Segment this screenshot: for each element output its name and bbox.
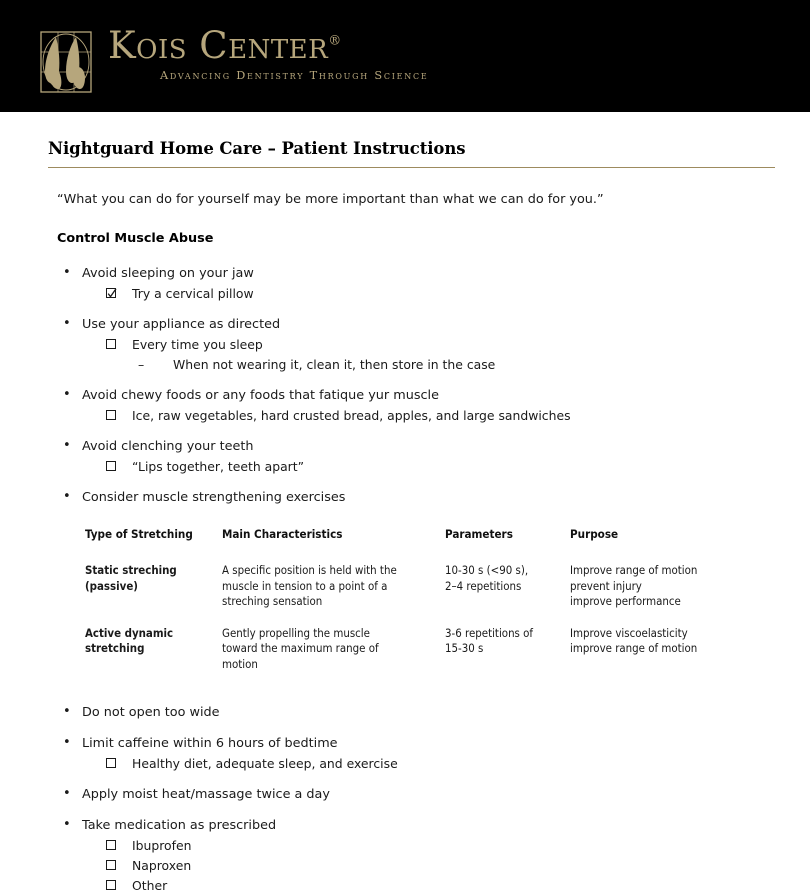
table-cell-parameters [445,626,570,673]
table-header-parameters: Parameters [445,527,513,541]
document-body [0,112,810,895]
table-cell-purpose [570,563,757,610]
table-cell-line: 2–4 repetitions [445,578,522,593]
table-cell-line: (passive) [85,578,138,593]
table-cell-line: Improve viscoelasticity [570,625,688,640]
list-item-label: Avoid clenching your teeth [82,439,254,454]
table-row-spacer [85,610,757,626]
brand-tagline: Advancing Dentistry Through Science [160,69,429,83]
checkbox-unchecked-icon[interactable] [106,840,116,850]
checkbox-list-item[interactable] [106,457,810,476]
table-header-purpose: Purpose [570,527,619,541]
upper-instruction-list [0,264,810,507]
table-cell-parameters [445,563,570,610]
table-cell-line: 3-6 repetitions of [445,625,534,640]
bullet-icon: • [63,735,71,750]
list-item [63,437,810,476]
bullet-icon: • [63,438,71,453]
checkbox-checked-icon[interactable] [106,288,116,298]
table-cell-line: 10-30 s (<90 s), [445,563,529,577]
checkbox-item-label: Naproxen [132,858,192,873]
checkbox-item-label: Every time you sleep [132,337,263,352]
brand-wordmark [108,24,428,67]
list-item [63,703,810,722]
bullet-icon: • [63,489,71,504]
list-item-label: Limit caffeine within 6 hours of bedtime [82,736,338,751]
section-heading-control-muscle-abuse: Control Muscle Abuse [57,231,214,246]
table-cell-line: motion [222,656,258,671]
dash-item-label: When not wearing it, clean it, then store in the case [173,357,496,372]
table-header-characteristics: Main Characteristics [222,527,343,541]
table-cell-line: Active dynamic [85,625,174,640]
table-row-spacer [85,542,757,563]
checkbox-list-item[interactable] [106,335,810,354]
checkbox-item-label: Ibuprofen [132,838,192,853]
table-cell-line: A specific position is held with the [222,563,397,577]
list-item-label: Use your appliance as directed [82,317,281,332]
table-header-row [85,527,757,542]
list-item [63,734,810,773]
checkbox-unchecked-icon[interactable] [106,860,116,870]
table-cell-line: 15-30 s [445,641,484,655]
table-cell-line: prevent injury [570,578,642,593]
table-cell-line: improve performance [570,594,681,608]
list-item-label: Take medication as prescribed [82,818,277,833]
checkbox-unchecked-icon[interactable] [106,410,116,420]
dash-marker-icon: – [138,357,145,372]
bullet-icon: • [63,316,71,331]
checkbox-item-label: “Lips together, teeth apart” [132,459,305,474]
checkbox-unchecked-icon[interactable] [106,339,116,349]
bullet-icon: • [63,817,71,832]
table-cell-type [85,563,222,610]
list-item-label: Avoid sleeping on your jaw [82,266,254,281]
checkbox-list-item[interactable] [106,876,810,895]
list-item [63,816,810,895]
table-cell-type [85,626,222,673]
table-cell-line: Gently propelling the muscle [222,625,370,640]
table-cell-line: Improve range of motion [570,563,698,577]
list-item [63,264,810,303]
table-cell-characteristics [222,626,445,673]
table-cell-line: streching sensation [222,594,323,608]
lower-instruction-list [0,703,810,895]
list-item-label: Apply moist heat/massage twice a day [82,787,330,802]
table-cell-line: muscle in tension to a point of a [222,578,388,593]
list-item-label: Consider muscle strengthening exercises [82,490,346,505]
checkbox-item-label: Other [132,878,168,893]
checkbox-list-item[interactable] [106,754,810,773]
checkbox-item-label: Ice, raw vegetables, hard crusted bread, apples, and large sandwiches [132,408,571,423]
checkbox-list-item[interactable] [106,836,810,855]
table-row [85,563,757,610]
page-title: Nightguard Home Care – Patient Instructions [48,139,466,158]
brand-header-band [0,0,810,112]
list-item [63,785,810,804]
bullet-icon: • [63,387,71,402]
bullet-icon: • [63,265,71,280]
bullet-icon: • [63,786,71,801]
registered-trademark-icon: ® [328,33,342,49]
table-header-type: Type of Stretching [85,527,193,541]
table-body [85,542,757,672]
list-item [63,386,810,425]
checkbox-item-label: Healthy diet, adequate sleep, and exercise [132,756,398,771]
checkbox-unchecked-icon[interactable] [106,461,116,471]
table-cell-line: toward the maximum range of [222,641,379,655]
list-item-label: Avoid chewy foods or any foods that fatique yur muscle [82,388,439,403]
checkbox-list-item[interactable] [106,284,810,303]
checkbox-item-label: Try a cervical pillow [132,286,254,301]
table-cell-line: Static streching [85,563,177,577]
kois-tooth-mark-icon [40,31,92,93]
stretching-table [85,527,757,672]
table-cell-purpose [570,626,757,673]
list-item [63,488,810,507]
list-item-label: Do not open too wide [82,705,220,720]
brand-wordmark-block [108,24,429,83]
table-cell-characteristics [222,563,445,610]
list-item [63,315,810,374]
table-cell-line: stretching [85,641,145,655]
table-cell-line: improve range of motion [570,641,698,655]
brand-wordmark-text: Kois Center [108,24,329,67]
brand-logo-group [40,24,429,93]
checkbox-list-item[interactable] [106,406,810,425]
title-divider [48,167,775,168]
checkbox-list-item[interactable] [106,856,810,875]
intro-quote: “What you can do for yourself may be more important than what we can do for you.” [57,192,604,207]
bullet-icon: • [63,704,71,719]
checkbox-unchecked-icon[interactable] [106,880,116,890]
checkbox-unchecked-icon[interactable] [106,758,116,768]
dash-list-item [138,355,810,374]
table-row [85,626,757,673]
